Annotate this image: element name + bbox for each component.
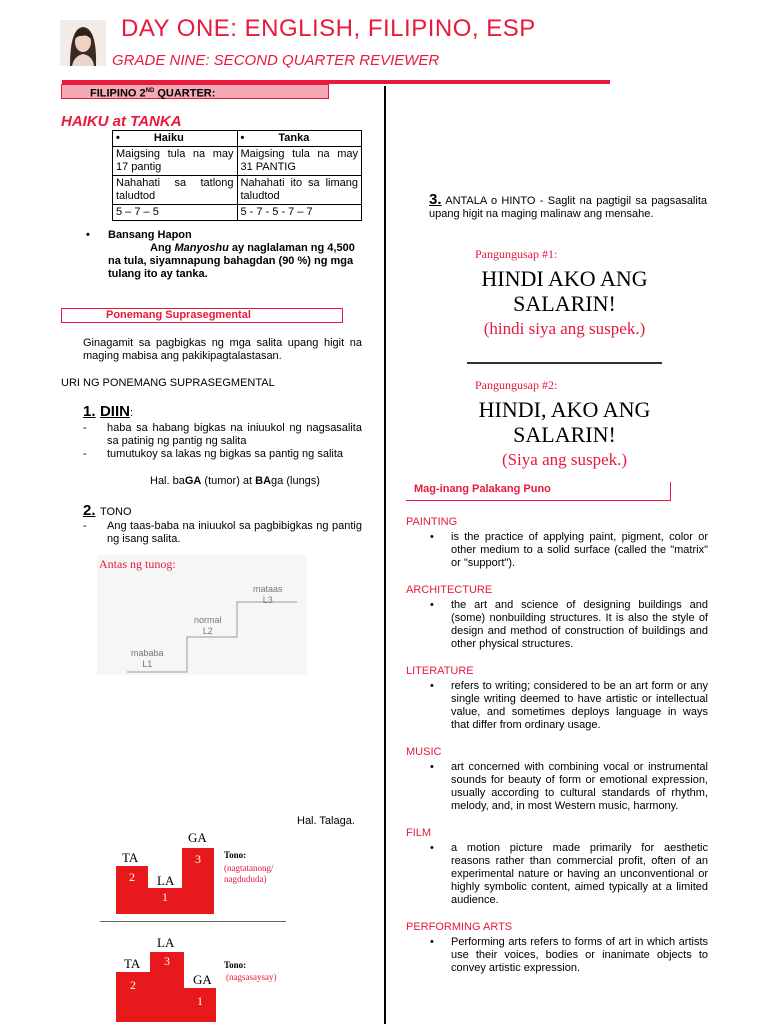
art-painting: PAINTING • is the practice of applying paint, pigment, color or other medium to a solid surface (called the "matrix" or "support"). [406,516,708,570]
table-cell: Nahahati sa tatlong taludtod [113,176,238,205]
table-row [113,176,362,205]
example-2-label: Pangungusap #2: [475,378,558,392]
table-cell: Nahahati ito sa limang taludtod [237,176,362,205]
level-block: 1 [184,988,216,1022]
example-2-note: (Siya ang suspek.) [501,450,628,469]
bansang-hapon-text: Ang Manyoshu ay naglalaman ng 4,500 na tula, siyamnapung bahagdan (90 %) ng mga tulang ito ay tanka. [108,242,355,280]
table-cell: 5 – 7 – 5 [113,205,238,221]
syllable-ta: TA [122,850,139,865]
mag-inang-palakang-puno-box: Mag-inang Palakang Puno [406,482,671,501]
art-film: FILM • a motion picture made primarily for aesthetic reasons rather than commercial profit, often of an experimental nature or having an unconventional or highly symbolic content, aimed typically at a limited audience. [406,827,708,907]
antas-title: Antas ng tunog: [99,557,176,571]
example-1-label: Pangungusap #1: [475,247,558,261]
example-separator [467,362,662,364]
tono-figure-falling [100,932,286,1024]
level-block: 3 [150,952,184,1022]
uri-heading: URI NG PONEMANG SUPRASEGMENTAL [61,377,275,389]
figure-separator [100,921,286,922]
table-cell: Maigsing tula na may 17 pantig [113,147,238,176]
table-header-row [113,131,362,147]
antas-step-l3: mataas L3 [253,584,283,605]
table-header-haiku: • Haiku [113,131,238,147]
tono-label: Tono: [224,850,247,860]
column-divider [384,86,386,1024]
haiku-tanka-table [112,130,362,221]
level-block: 2 [116,866,148,914]
art-music: MUSIC • art concerned with combining vocal or instrumental sounds for beauty of form or emotional expression, usually according to cultural standards of rhythm, melody, and, in most Western music, harmony. [406,746,708,813]
antala-text: 3. ANTALA o HINTO - Saglit na pagtigil sa pagsasalita upang higit na maging malinaw ang mensahe. [429,191,707,220]
art-architecture: ARCHITECTURE • the art and science of designing buildings and (some) nonbuilding structures. It is also the style of design and method of construction of buildings and other physical structures. [406,584,708,651]
table-row [113,147,362,176]
syllable-ga: GA [193,972,212,987]
table-cell: Maigsing tula na may 31 PANTIG [237,147,362,176]
art-performing-arts: PERFORMING ARTS • Performing arts refers to forms of art in which artists use their voices, bodies or inanimate objects to convey artistic expression. [406,921,708,975]
bansang-hapon-bullet [86,229,366,242]
level-block: 3 [182,848,214,914]
table-header-tanka: • Tanka [237,131,362,147]
example-1-sentence: HINDI AKO ANG SALARIN! [481,266,648,316]
example-1-note: (hindi siya ang suspek.) [483,319,646,338]
haiku-tanka-heading: HAIKU at TANKA [61,113,182,130]
tono-list [83,520,362,546]
hal-baga: Hal. baGA (tumor) at BAga (lungs) [150,475,320,487]
syllable-ta: TA [124,956,141,971]
arts-list [406,516,708,975]
filipino-quarter-label: FILIPINO 2ND QUARTER: [61,84,329,99]
tono-note: (nagtatanong/ nagdududa) [224,863,274,884]
syllable-la: LA [157,873,175,888]
list-item: - tumutukoy sa lakas ng bigkas sa pantig ng salita [83,448,362,461]
tono-note: (nagsasaysay) [226,972,277,982]
level-block: 2 [116,972,150,1022]
example-2-sentence: HINDI, AKO ANG SALARIN! [478,397,651,447]
art-literature: LITERATURE • refers to writing; considered to be an art form or any single writing deemed to have artistic or intellectual value, and sometimes deploys language in ways that differ from ordinary usage. [406,665,708,732]
haiku-tanka-table-wrap [112,130,362,221]
tono-heading: 2. TONO [83,502,132,519]
syllable-ga: GA [188,830,207,845]
antas-step-l2: normal L2 [194,615,222,636]
ponemang-description: Ginagamit sa pagbigkas ng mga salita upang higit na maging mabisa ang pakikipagtalastasan. [83,337,362,362]
table-cell: 5 - 7 - 5 - 7 – 7 [237,205,362,221]
bullet-dot-icon: • [86,229,90,241]
diin-list [83,422,362,461]
antas-step-l1: mababa L1 [131,648,164,669]
hal-talaga: Hal. Talaga. [297,815,355,827]
list-item: - haba sa habang bigkas na iniuukol ng nagsasalita sa patinig ng pantig ng salita [83,422,362,448]
antas-figure [97,555,307,675]
page-subtitle: GRADE NINE: SECOND QUARTER REVIEWER [112,52,440,69]
list-item: - Ang taas-baba na iniuukol sa pagbibigkas ng pantig ng isang salita. [83,520,362,546]
tono-label: Tono: [224,960,247,970]
page-title: DAY ONE: ENGLISH, FILIPINO, ESP [121,15,536,42]
tono-figure-rising [100,828,286,920]
table-row [113,205,362,221]
bansang-hapon-label: Bansang Hapon [108,229,192,241]
level-block: 1 [148,888,182,914]
diin-heading: 1. DIIN: [83,403,134,420]
syllable-la: LA [157,935,175,950]
author-avatar [60,20,106,66]
ponemang-suprasegmental-box: Ponemang Suprasegmental [61,308,343,323]
